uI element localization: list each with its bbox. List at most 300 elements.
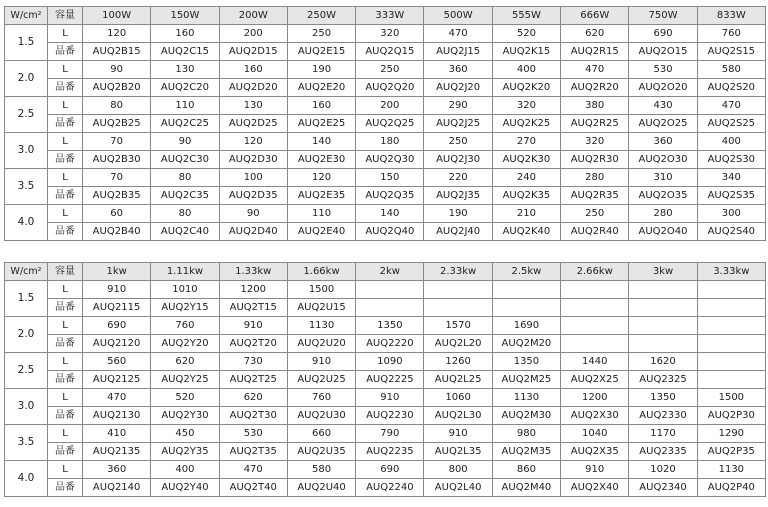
length-cell: 200	[356, 97, 424, 115]
capacity-header: 2.5kw	[492, 263, 560, 281]
length-row	[5, 281, 766, 299]
part-cell: AUQ2K35	[492, 187, 560, 205]
part-cell: AUQ2E40	[287, 223, 355, 241]
part-cell: AUQ2L30	[424, 407, 492, 425]
length-cell: 190	[424, 205, 492, 223]
length-cell: 110	[287, 205, 355, 223]
length-cell: 70	[83, 133, 151, 151]
length-cell: 430	[629, 97, 697, 115]
part-cell: AUQ2Y40	[151, 479, 219, 497]
part-cell: AUQ2O25	[629, 115, 697, 133]
part-cell: AUQ2K30	[492, 151, 560, 169]
length-cell: 1350	[356, 317, 424, 335]
density-cell: 4.0	[5, 205, 48, 241]
length-cell: 250	[356, 61, 424, 79]
part-cell: AUQ2X30	[561, 407, 629, 425]
capacity-header: 3.33kw	[697, 263, 765, 281]
length-cell: 1130	[697, 461, 765, 479]
part-cell: AUQ2Q40	[356, 223, 424, 241]
part-label: 品番	[48, 443, 83, 461]
capacity-header: 1.66kw	[287, 263, 355, 281]
part-row	[5, 299, 766, 317]
part-cell: AUQ2T30	[219, 407, 287, 425]
length-cell: 690	[83, 317, 151, 335]
length-cell: 210	[492, 205, 560, 223]
part-cell: AUQ2O35	[629, 187, 697, 205]
length-label: L	[48, 25, 83, 43]
length-cell: 530	[219, 425, 287, 443]
part-cell: AUQ2L20	[424, 335, 492, 353]
length-cell	[697, 281, 765, 299]
length-row	[5, 97, 766, 115]
spec-table-lower	[4, 262, 766, 497]
length-cell: 190	[287, 61, 355, 79]
length-label: L	[48, 389, 83, 407]
part-cell: AUQ2M25	[492, 371, 560, 389]
length-cell: 310	[629, 169, 697, 187]
part-label: 品番	[48, 43, 83, 61]
part-cell: AUQ2T20	[219, 335, 287, 353]
length-cell: 90	[83, 61, 151, 79]
length-cell: 660	[287, 425, 355, 443]
part-cell: AUQ2Y30	[151, 407, 219, 425]
part-label: 品番	[48, 407, 83, 425]
part-label: 品番	[48, 335, 83, 353]
part-cell: AUQ2E25	[287, 115, 355, 133]
length-cell: 250	[424, 133, 492, 151]
length-cell: 80	[151, 205, 219, 223]
length-cell: 130	[219, 97, 287, 115]
part-cell: AUQ2240	[356, 479, 424, 497]
part-cell: AUQ2C30	[151, 151, 219, 169]
part-cell: AUQ2B35	[83, 187, 151, 205]
length-cell: 160	[287, 97, 355, 115]
length-cell: 290	[424, 97, 492, 115]
part-cell: AUQ2J15	[424, 43, 492, 61]
length-cell: 1690	[492, 317, 560, 335]
part-cell: AUQ2M30	[492, 407, 560, 425]
density-cell: 1.5	[5, 281, 48, 317]
length-cell: 130	[151, 61, 219, 79]
part-cell: AUQ2S25	[697, 115, 765, 133]
length-label: L	[48, 133, 83, 151]
length-cell: 470	[697, 97, 765, 115]
length-cell: 80	[83, 97, 151, 115]
density-header: W/cm²	[5, 7, 48, 25]
part-cell: AUQ2C35	[151, 187, 219, 205]
length-cell: 280	[561, 169, 629, 187]
length-label: L	[48, 281, 83, 299]
capacity-header: 750W	[629, 7, 697, 25]
part-cell: AUQ2U30	[287, 407, 355, 425]
part-cell: AUQ2S30	[697, 151, 765, 169]
length-cell: 90	[219, 205, 287, 223]
part-cell: AUQ2R35	[561, 187, 629, 205]
part-cell: AUQ2J35	[424, 187, 492, 205]
part-label: 品番	[48, 479, 83, 497]
part-cell: AUQ2B30	[83, 151, 151, 169]
length-cell	[629, 317, 697, 335]
length-label: L	[48, 169, 83, 187]
length-cell: 910	[219, 317, 287, 335]
part-cell: AUQ2K15	[492, 43, 560, 61]
part-cell	[424, 299, 492, 317]
part-cell: AUQ2U35	[287, 443, 355, 461]
capacity-header: 150W	[151, 7, 219, 25]
capacity-header: 1.33kw	[219, 263, 287, 281]
length-row	[5, 389, 766, 407]
length-cell: 530	[629, 61, 697, 79]
part-label: 品番	[48, 115, 83, 133]
part-cell: AUQ2225	[356, 371, 424, 389]
part-cell: AUQ2T35	[219, 443, 287, 461]
part-cell	[356, 299, 424, 317]
length-cell: 140	[287, 133, 355, 151]
length-label: L	[48, 425, 83, 443]
length-cell: 360	[83, 461, 151, 479]
capacity-header: 3kw	[629, 263, 697, 281]
length-cell: 1260	[424, 353, 492, 371]
length-cell: 90	[151, 133, 219, 151]
length-label: L	[48, 317, 83, 335]
part-cell: AUQ2P40	[697, 479, 765, 497]
part-cell	[697, 299, 765, 317]
length-cell	[356, 281, 424, 299]
length-cell: 1290	[697, 425, 765, 443]
length-cell: 80	[151, 169, 219, 187]
part-cell: AUQ2B15	[83, 43, 151, 61]
length-label: L	[48, 353, 83, 371]
length-cell: 150	[356, 169, 424, 187]
length-row	[5, 61, 766, 79]
length-cell: 60	[83, 205, 151, 223]
part-cell	[561, 299, 629, 317]
part-cell: AUQ2Y35	[151, 443, 219, 461]
part-cell: AUQ2S15	[697, 43, 765, 61]
length-cell	[561, 281, 629, 299]
length-cell: 1620	[629, 353, 697, 371]
part-cell: AUQ2130	[83, 407, 151, 425]
part-cell: AUQ2335	[629, 443, 697, 461]
capacity-header: 100W	[83, 7, 151, 25]
length-cell: 800	[424, 461, 492, 479]
length-cell: 760	[697, 25, 765, 43]
capacity-header: 2.33kw	[424, 263, 492, 281]
length-cell: 690	[629, 25, 697, 43]
part-cell: AUQ2S40	[697, 223, 765, 241]
length-cell: 400	[151, 461, 219, 479]
length-cell: 470	[561, 61, 629, 79]
part-cell: AUQ2L25	[424, 371, 492, 389]
capacity-header: 555W	[492, 7, 560, 25]
part-cell: AUQ2M35	[492, 443, 560, 461]
part-row	[5, 335, 766, 353]
length-cell	[492, 281, 560, 299]
density-header: W/cm²	[5, 263, 48, 281]
density-cell: 3.0	[5, 133, 48, 169]
part-cell: AUQ2M20	[492, 335, 560, 353]
part-cell: AUQ2T15	[219, 299, 287, 317]
length-cell: 1350	[629, 389, 697, 407]
item-header: 容量	[48, 263, 83, 281]
part-cell: AUQ2340	[629, 479, 697, 497]
part-cell: AUQ2C20	[151, 79, 219, 97]
length-cell: 910	[83, 281, 151, 299]
length-cell: 400	[492, 61, 560, 79]
part-cell: AUQ2J20	[424, 79, 492, 97]
capacity-header: 500W	[424, 7, 492, 25]
part-cell: AUQ2Q20	[356, 79, 424, 97]
length-row	[5, 425, 766, 443]
length-cell: 120	[287, 169, 355, 187]
length-row	[5, 461, 766, 479]
length-cell: 520	[151, 389, 219, 407]
capacity-header: 333W	[356, 7, 424, 25]
part-cell	[492, 299, 560, 317]
length-cell: 790	[356, 425, 424, 443]
table-header	[5, 263, 766, 281]
part-row	[5, 115, 766, 133]
length-cell: 1090	[356, 353, 424, 371]
length-cell: 1500	[287, 281, 355, 299]
part-cell: AUQ2P35	[697, 443, 765, 461]
length-cell: 250	[561, 205, 629, 223]
length-cell	[424, 281, 492, 299]
part-cell: AUQ2R40	[561, 223, 629, 241]
length-cell: 580	[697, 61, 765, 79]
part-label: 品番	[48, 151, 83, 169]
length-cell: 910	[287, 353, 355, 371]
density-cell: 3.0	[5, 389, 48, 425]
part-cell: AUQ2O40	[629, 223, 697, 241]
part-cell: AUQ2O15	[629, 43, 697, 61]
part-cell: AUQ2T40	[219, 479, 287, 497]
density-cell: 2.5	[5, 97, 48, 133]
part-cell: AUQ2B25	[83, 115, 151, 133]
part-cell: AUQ2135	[83, 443, 151, 461]
length-cell: 1130	[287, 317, 355, 335]
length-cell: 1200	[561, 389, 629, 407]
part-cell: AUQ2E15	[287, 43, 355, 61]
part-cell: AUQ2C40	[151, 223, 219, 241]
length-cell: 300	[697, 205, 765, 223]
part-cell: AUQ2325	[629, 371, 697, 389]
part-cell	[629, 335, 697, 353]
part-cell: AUQ2Y25	[151, 371, 219, 389]
length-cell: 910	[356, 389, 424, 407]
capacity-header: 833W	[697, 7, 765, 25]
table-body	[5, 25, 766, 241]
density-cell: 3.5	[5, 425, 48, 461]
length-cell: 360	[629, 133, 697, 151]
length-cell: 1350	[492, 353, 560, 371]
part-cell: AUQ2L40	[424, 479, 492, 497]
length-cell: 470	[424, 25, 492, 43]
density-cell: 3.5	[5, 169, 48, 205]
length-row	[5, 205, 766, 223]
length-cell: 1500	[697, 389, 765, 407]
length-cell: 110	[151, 97, 219, 115]
length-row	[5, 25, 766, 43]
part-cell: AUQ2235	[356, 443, 424, 461]
part-label: 品番	[48, 223, 83, 241]
part-cell: AUQ2140	[83, 479, 151, 497]
length-cell: 910	[424, 425, 492, 443]
length-cell: 470	[219, 461, 287, 479]
part-cell: AUQ2S35	[697, 187, 765, 205]
length-cell: 760	[287, 389, 355, 407]
length-cell: 1010	[151, 281, 219, 299]
length-row	[5, 169, 766, 187]
length-cell: 1170	[629, 425, 697, 443]
part-cell: AUQ2D25	[219, 115, 287, 133]
length-cell: 220	[424, 169, 492, 187]
length-cell	[697, 353, 765, 371]
length-cell: 620	[561, 25, 629, 43]
part-cell: AUQ2X25	[561, 371, 629, 389]
capacity-header: 2kw	[356, 263, 424, 281]
capacity-header: 666W	[561, 7, 629, 25]
length-cell: 100	[219, 169, 287, 187]
part-cell: AUQ2S20	[697, 79, 765, 97]
length-cell: 560	[83, 353, 151, 371]
length-cell: 1040	[561, 425, 629, 443]
length-cell: 380	[561, 97, 629, 115]
length-cell: 250	[287, 25, 355, 43]
density-cell: 2.0	[5, 61, 48, 97]
part-row	[5, 151, 766, 169]
part-row	[5, 187, 766, 205]
part-cell: AUQ2Y20	[151, 335, 219, 353]
table-body	[5, 281, 766, 497]
length-cell: 160	[151, 25, 219, 43]
length-cell: 580	[287, 461, 355, 479]
part-cell: AUQ2R20	[561, 79, 629, 97]
part-cell: AUQ2E30	[287, 151, 355, 169]
part-cell	[697, 371, 765, 389]
part-cell: AUQ2J30	[424, 151, 492, 169]
part-row	[5, 443, 766, 461]
length-cell: 910	[561, 461, 629, 479]
length-cell: 180	[356, 133, 424, 151]
length-row	[5, 133, 766, 151]
capacity-header: 250W	[287, 7, 355, 25]
part-row	[5, 79, 766, 97]
length-cell: 280	[629, 205, 697, 223]
length-cell: 410	[83, 425, 151, 443]
part-cell: AUQ2D35	[219, 187, 287, 205]
length-cell: 450	[151, 425, 219, 443]
part-cell: AUQ2120	[83, 335, 151, 353]
part-cell: AUQ2J40	[424, 223, 492, 241]
part-cell: AUQ2B20	[83, 79, 151, 97]
length-cell: 340	[697, 169, 765, 187]
part-cell: AUQ2C25	[151, 115, 219, 133]
part-cell: AUQ2E35	[287, 187, 355, 205]
part-cell: AUQ2J25	[424, 115, 492, 133]
part-row	[5, 371, 766, 389]
length-cell	[629, 281, 697, 299]
item-header: 容量	[48, 7, 83, 25]
length-cell: 730	[219, 353, 287, 371]
length-cell: 520	[492, 25, 560, 43]
length-cell: 690	[356, 461, 424, 479]
part-cell: AUQ2K40	[492, 223, 560, 241]
part-cell: AUQ2Y15	[151, 299, 219, 317]
part-cell: AUQ2U40	[287, 479, 355, 497]
part-cell: AUQ2M40	[492, 479, 560, 497]
part-cell: AUQ2R30	[561, 151, 629, 169]
length-cell: 270	[492, 133, 560, 151]
length-cell: 400	[697, 133, 765, 151]
length-label: L	[48, 97, 83, 115]
part-cell: AUQ2U15	[287, 299, 355, 317]
part-cell: AUQ2E20	[287, 79, 355, 97]
length-row	[5, 317, 766, 335]
part-cell	[629, 299, 697, 317]
part-cell	[561, 335, 629, 353]
part-cell: AUQ2R15	[561, 43, 629, 61]
length-cell: 1200	[219, 281, 287, 299]
part-cell: AUQ2D20	[219, 79, 287, 97]
length-cell: 980	[492, 425, 560, 443]
length-cell: 470	[83, 389, 151, 407]
length-cell: 760	[151, 317, 219, 335]
density-cell: 4.0	[5, 461, 48, 497]
length-cell: 240	[492, 169, 560, 187]
part-label: 品番	[48, 299, 83, 317]
length-cell: 320	[561, 133, 629, 151]
length-cell: 620	[219, 389, 287, 407]
part-cell: AUQ2Q15	[356, 43, 424, 61]
length-label: L	[48, 61, 83, 79]
part-row	[5, 479, 766, 497]
length-cell: 120	[219, 133, 287, 151]
part-row	[5, 223, 766, 241]
table-header	[5, 7, 766, 25]
part-label: 品番	[48, 79, 83, 97]
part-cell: AUQ2K20	[492, 79, 560, 97]
length-cell: 160	[219, 61, 287, 79]
capacity-header: 200W	[219, 7, 287, 25]
part-cell: AUQ2O30	[629, 151, 697, 169]
density-cell: 2.5	[5, 353, 48, 389]
length-cell: 1440	[561, 353, 629, 371]
header-row	[5, 263, 766, 281]
part-label: 品番	[48, 371, 83, 389]
length-cell: 200	[219, 25, 287, 43]
part-cell: AUQ2K25	[492, 115, 560, 133]
part-cell: AUQ2R25	[561, 115, 629, 133]
capacity-header: 1.11kw	[151, 263, 219, 281]
length-cell	[561, 317, 629, 335]
length-cell	[697, 317, 765, 335]
capacity-header: 2.66kw	[561, 263, 629, 281]
part-label: 品番	[48, 187, 83, 205]
part-cell: AUQ2L35	[424, 443, 492, 461]
density-cell: 1.5	[5, 25, 48, 61]
length-cell: 140	[356, 205, 424, 223]
part-cell: AUQ2X40	[561, 479, 629, 497]
part-cell: AUQ2C15	[151, 43, 219, 61]
part-cell: AUQ2U20	[287, 335, 355, 353]
part-row	[5, 43, 766, 61]
part-cell: AUQ2330	[629, 407, 697, 425]
part-cell: AUQ2U25	[287, 371, 355, 389]
length-row	[5, 353, 766, 371]
part-row	[5, 407, 766, 425]
part-cell: AUQ2T25	[219, 371, 287, 389]
